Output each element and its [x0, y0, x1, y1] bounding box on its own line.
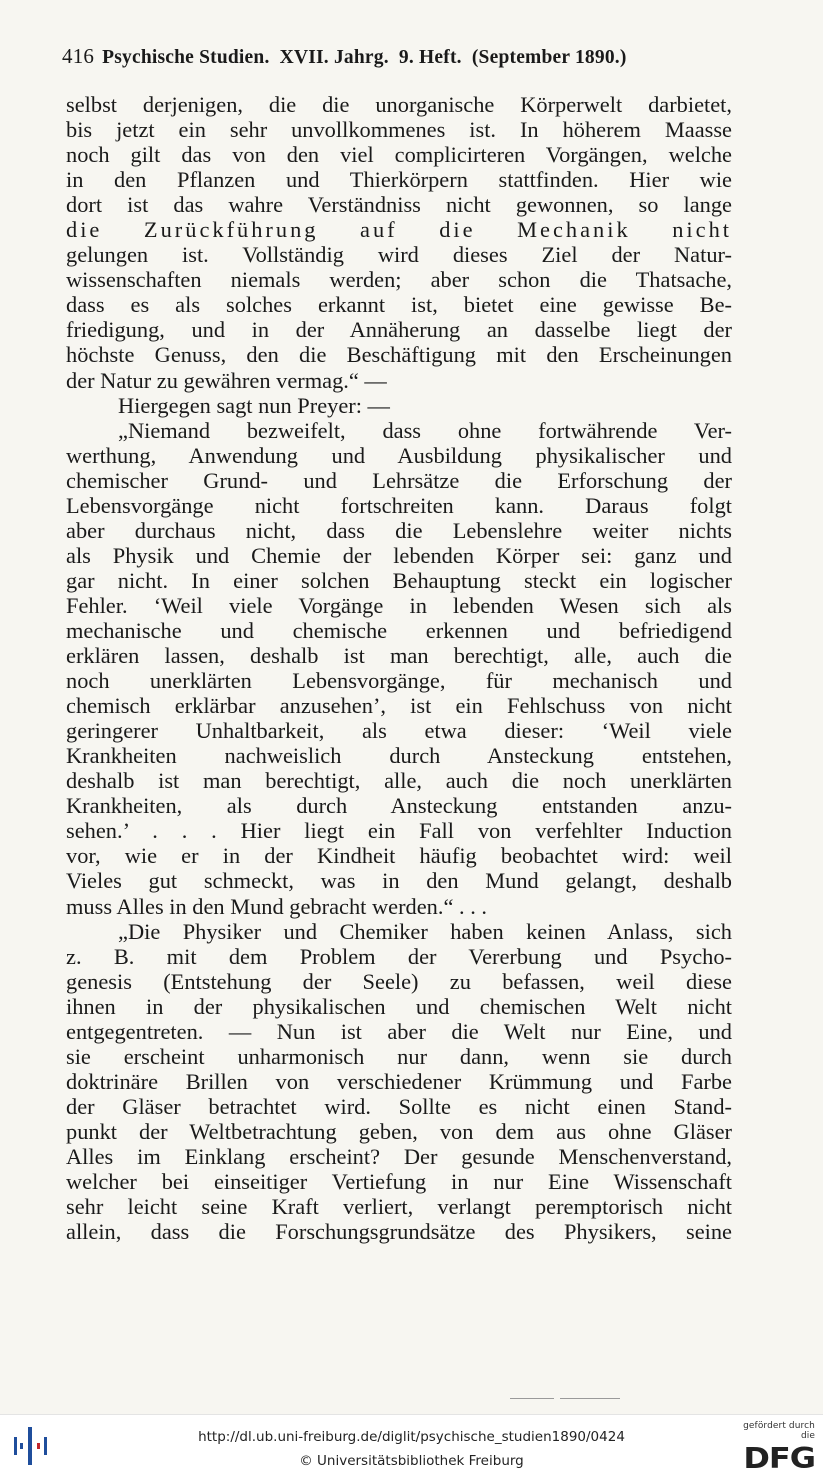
- text-line: Lebensvorgänge nicht fortschreiten kann. Daraus folgt: [66, 492, 732, 518]
- text-line: allein, dass die Forschungsgrundsätze des Physikers, seine: [66, 1219, 732, 1245]
- text-line: Vieles gut schmeckt, was in den Mund gelangt, deshalb: [66, 868, 732, 894]
- text-line: mechanische und chemische erkennen und befriedigend: [66, 617, 732, 643]
- footer-rule: [510, 1398, 554, 1399]
- text-line: chemischer Grund- und Lehrsätze die Erforschung der: [66, 467, 732, 493]
- text-line: der Natur zu gewähren vermag.“ —: [66, 367, 387, 393]
- text-line: punkt der Weltbetrachtung geben, von dem aus ohne Gläser: [66, 1118, 732, 1144]
- text-line: die Zurückführung auf die Mechanik nicht: [66, 217, 732, 243]
- running-title: Psychische Studien. XVII. Jahrg. 9. Heft. (September 1890.): [102, 47, 627, 68]
- footer-rule: [560, 1398, 620, 1399]
- text-line: selbst derjenigen, die die unorganische Körperwelt darbietet,: [66, 92, 732, 117]
- text-line: werthung, Anwendung und Ausbildung physikalischer und: [66, 442, 732, 468]
- text-line: bis jetzt ein sehr unvollkommenes ist. In höherem Maasse: [66, 117, 732, 143]
- text-line: noch gilt das von den viel complicirteren Vorgängen, welche: [66, 142, 732, 168]
- text-line: sie erscheint unharmonisch nur dann, wenn sie durch: [66, 1043, 732, 1069]
- text-line: z. B. mit dem Problem der Vererbung und Psycho-: [66, 943, 732, 969]
- dfg-tagline: gefördert durch die: [743, 1421, 815, 1441]
- text-line: gelungen ist. Vollständig wird dieses Ziel der Natur-: [66, 242, 732, 268]
- text-line: geringerer Unhaltbarkeit, als etwa dieser: ‘Weil viele: [66, 718, 732, 744]
- text-line: aber durchaus nicht, dass die Lebenslehre weiter nichts: [66, 517, 732, 543]
- copyright-notice: © Universitätsbibliothek Freiburg: [299, 1453, 524, 1469]
- text-line: deshalb ist man berechtigt, alle, auch die noch unerklärten: [66, 768, 732, 794]
- text-line: friedigung, und in der Annäherung an dasselbe liegt der: [66, 317, 732, 343]
- text-line: Krankheiten, als durch Ansteckung entstanden anzu-: [66, 793, 732, 819]
- text-line: in den Pflanzen und Thierkörpern stattfinden. Hier wie: [66, 167, 732, 193]
- text-line: welcher bei einseitiger Vertiefung in nur Eine Wissenschaft: [66, 1169, 732, 1195]
- text-line: dort ist das wahre Verständniss nicht gewonnen, so lange: [66, 192, 732, 218]
- viewer-footer: [0, 1414, 823, 1475]
- text-line: doktrinäre Brillen von verschiedener Krümmung und Farbe: [66, 1068, 732, 1094]
- text-line: gar nicht. In einer solchen Behauptung steckt ein logischer: [66, 567, 732, 593]
- text-line: genesis (Entstehung der Seele) zu befassen, weil diese: [66, 968, 732, 994]
- text-line: wissenschaften niemals werden; aber schon die Thatsache,: [66, 267, 732, 293]
- running-head: [62, 44, 762, 69]
- body-text: [66, 92, 732, 1244]
- text-line: sehr leicht seine Kraft verliert, verlangt peremptorisch nicht: [66, 1194, 732, 1220]
- text-line: Hiergegen sagt nun Preyer: —: [118, 392, 390, 418]
- text-line: noch unerklärten Lebensvorgänge, für mechanisch und: [66, 668, 732, 694]
- page-number: 416: [62, 44, 95, 68]
- text-line: Alles im Einklang erscheint? Der gesunde Menschenverstand,: [66, 1143, 732, 1169]
- text-line: erklären lassen, deshalb ist man berechtigt, alle, auch die: [66, 643, 732, 669]
- text-line: höchste Genuss, den die Beschäftigung mit den Erscheinungen: [66, 342, 732, 368]
- text-line: muss Alles in den Mund gebracht werden.“ . . .: [66, 893, 487, 919]
- text-line: „Die Physiker und Chemiker haben keinen Anlass, sich: [118, 918, 732, 944]
- text-line: entgegentreten. — Nun ist aber die Welt nur Eine, und: [66, 1018, 732, 1044]
- text-line: „Niemand bezweifelt, dass ohne fortwährende Ver-: [118, 417, 732, 443]
- text-line: ihnen in der physikalischen und chemischen Welt nicht: [66, 993, 732, 1019]
- text-line: chemisch erklärbar anzusehen’, ist ein Fehlschuss von nicht: [66, 693, 732, 719]
- text-line: als Physik und Chemie der lebenden Körper sei: ganz und: [66, 542, 732, 568]
- text-line: Krankheiten nachweislich durch Ansteckung entstehen,: [66, 743, 732, 769]
- text-line: Fehler. ‘Weil viele Vorgänge in lebenden Wesen sich als: [66, 592, 732, 618]
- dfg-logo-text: DFG: [743, 1440, 815, 1475]
- page-url-link[interactable]: http://dl.ub.uni-freiburg.de/diglit/psychische_studien1890/0424: [198, 1429, 625, 1445]
- text-line: der Gläser betrachtet wird. Sollte es nicht einen Stand-: [66, 1093, 732, 1119]
- text-line: sehen.’ . . . Hier liegt ein Fall von verfehlter Induction: [66, 818, 732, 844]
- dfg-logo[interactable]: [729, 1421, 815, 1475]
- text-line: dass es als solches erkannt ist, bietet eine gewisse Be-: [66, 292, 732, 318]
- text-line: vor, wie er in der Kindheit häufig beobachtet wird: weil: [66, 843, 732, 869]
